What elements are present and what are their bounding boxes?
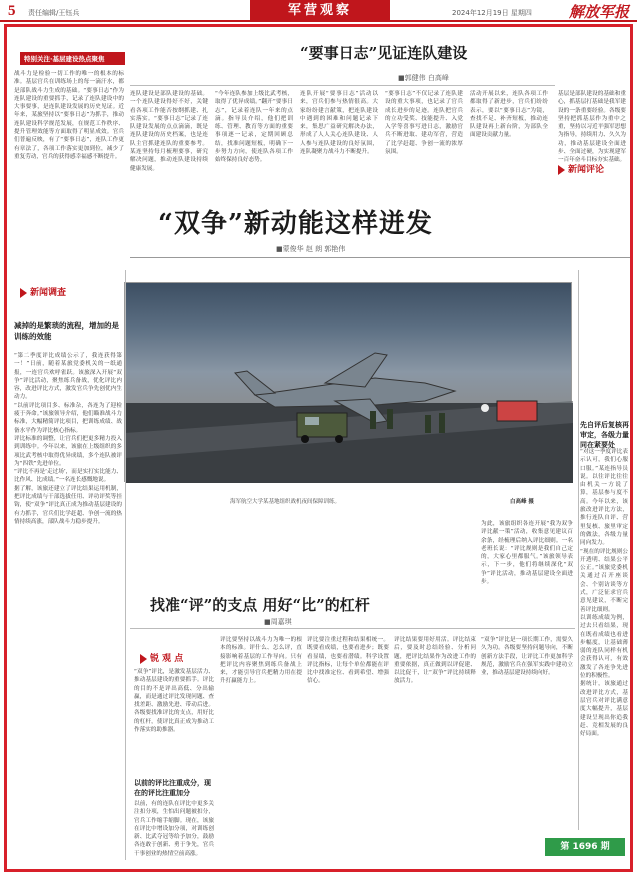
feature-body: 战斗力是检验一切工作的唯一的根本的标准。基层官兵在训练场上的每一滴汗水，都是部队战斗力生成的基础。“要事日志”作为连队建设的重要抓手，记录了连队建设中的大事要事，是连队建设发展的历史见证。近年来，某旅坚持以“要事日志”为抓手，推动连队建设科学规范发展，在规范工作秩序、提升管理效能等方面取得了明显成效。官兵们普遍反映，有了“要事日志”，连队工作更有章法了，各项工作落实更加到位，减少了重复劳动，官兵的获得感幸福感不断提升。 bbox=[14, 71, 124, 160]
opinion-label: 锐 观 点 bbox=[150, 654, 184, 664]
news-investigation-label: 新闻调查 bbox=[30, 288, 67, 298]
news-comment-label: 新闻评论 bbox=[568, 165, 605, 175]
issue-date: 2024年12月19日 星期四 bbox=[452, 9, 532, 17]
rizhi-col1: 连队建设是部队建设的基础。一个连队建设得好不好，关键看各项工作能否按纲抓建、扎实落实。“要事日志”记录了连队建设发展的点点滴滴，既是连队建设的历史档案，也是连队主官抓建连队的重要参考。某连坚持每月梳理要事，研究解决问题，推动连队建设持续健康发展。 bbox=[130, 91, 208, 172]
page-number: 5 bbox=[8, 3, 16, 19]
right-body: “对这一季度评比表示认可，我们心服口服。”某连指导员说。以往评比往往由机关一方说了算，基层参与度不高。今年以来，该旅改进评比方法，推行连队自评、营里复核、旅里审定的做法，各级力量同向发力。 “现在的评比规则公开透明、结果公平公正。”该旅党委机关通过召开座谈会、个别访谈等方式，广泛征求官兵意见建议，不断完善评比细则。 以训练成绩为例，过去只看结果，现在既看成绩也看进步幅度，让基础薄弱的连队同样有机会获得认可，有效激发了各连争先进位的积极性。 据统计，该旅通过改进评比方式，基层官兵对评比满意度大幅提升，基层建设呈现出你追我赶、竞相发展的良好局面。 bbox=[580, 449, 628, 738]
column-divider-left bbox=[125, 270, 126, 860]
opinion-quote: “双争”评比，是激发基层活力、推动基层建设的重要抓手。评比的目的不是评出高低、分出输赢，而是通过评比发现问题、查找差距、激励先进、带动后进。各级要找准评比的支点，用好比的杠杆，使评比真正成为推动工作落实的助推器。 bbox=[134, 669, 214, 734]
comment-body: 基层是部队建设的基础和重心，抓基层打基础是我军建设的一条重要经验。各级要坚持把抓基层作为重中之重，坚持以习近平强军思想为指导，持续用力、久久为功，推动基层建设全面进步、全面过硬，为实现建军一百年奋斗目标夯实基础。 bbox=[558, 91, 626, 164]
rizhi-col4: “要事日志”不仅记录了连队建设的重大事项，也记录了官兵成长进步的足迹。连队把官兵的立功受奖、技能提升、入党入学等喜事写进日志，激励官兵不断进取、建功军营，营造了比学赶超、争创一流的浓厚氛围。 bbox=[385, 91, 463, 156]
photo-side-text: 为此，该旅组织各连开展“我为双争评比献一策”活动，收集意见建议百余条，经梳理后纳入评比细则。一名老班长说：“评比规则是我们自己定的，大家心里都服气。”该旅领导表示，下一步，他们将继续深化“双争”评比活动，推动基层建设全面进步。 bbox=[481, 521, 573, 586]
subhead-body: 以前，有的连队在评比中更多关注扣分项，生怕出问题被扣分，官兵工作缩手缩脚。现在，该旅在评比中增设加分项，对训练创新、比武夺冠等给予加分，鼓励各连敢于创新、勇于争先，官兵干事创业的热情空前高涨。 bbox=[134, 801, 214, 857]
bottom-rule bbox=[130, 628, 575, 629]
rizhi-byline: ■郭健伟 白高峰 bbox=[398, 74, 449, 82]
photo-credit: 白高峰 摄 bbox=[510, 499, 534, 505]
bottom-col3: 评比要注重过程和结果相统一。既要看成绩，也要看进步；既要看显绩，也要看潜绩。科学设置评比指标，让每个单位都能在评比中找准定位、看到希望、增强信心。 bbox=[307, 637, 389, 685]
main-rule bbox=[130, 257, 630, 258]
bottom-col4: 评比结果要用好用活。评比结束后，要及时总结经验、分析问题，把评比结果作为改进工作的重要依据，真正做到以评促建、以比促干，让“双争”评比持续释放活力。 bbox=[394, 637, 476, 685]
photo-caption: 海军航空大学某基地组织战机夜间保障训练。 bbox=[230, 499, 341, 505]
rizhi-headline: “要事日志”见证连队建设 bbox=[300, 44, 468, 62]
bottom-subhead: 以前的评比注重成分，现在的评比注重加分 bbox=[134, 779, 211, 797]
main-photo bbox=[124, 282, 572, 482]
main-headline: “双争”新动能这样迸发 bbox=[158, 209, 433, 239]
rizhi-col3: 连队开展“要事日志”活动以来，官兵们参与热情很高。大家纷纷建言献策，把连队建设中遇到的困难和问题记录下来，集思广益研究解决办法，形成了人人关心连队建设、人人参与连队建设的良好氛围，连队凝聚力战斗力不断提升。 bbox=[300, 91, 378, 156]
investigation-heading: 减掉的是繁琐的流程，增加的是训练的效能 bbox=[14, 321, 119, 341]
issue-number-badge: 第 1696 期 bbox=[545, 838, 625, 856]
rizhi-rule bbox=[130, 85, 555, 86]
opinion-tag bbox=[140, 651, 183, 664]
rizhi-col5: 活动开展以来，连队各项工作都取得了新进步，官兵们纷纷表示，要以“要事日志”为镜，查找不足、补齐短板，推动连队建设再上新台阶，为部队全面建设贡献力量。 bbox=[470, 91, 548, 139]
investigation-body: “第二季度评比成绩公示了，我连获得第一！”日前，随着某旅党委机关的一纸通报，一连官兵欢呼雀跃。该旅深入开展“双争”评比活动，聚焦练兵备战，优化评比内容，改进评比方式，激发官兵争先创优内生动力。 “以前评比项目多、标准杂，各连为了迎检疲于奔命。”该旅领导介绍，他们瞄准战斗力标准，大幅精简评比项目，把训练成绩、战备水平作为评比核心指标。 评比标准的调整，让官兵们把更多精力投入到训练中。今年以来，该旅在上级组织的多项比武考核中取得优异成绩，多个连队被评为“四铁”先进单位。 “评比不再是‘走过场’，而是实打实比能力、比作风、比成绩。”一名连长感慨地说。 据了解，该旅还建立了评比结果运用机制，把评比成绩与干部选拔任用、评功评奖等挂钩，使“双争”评比真正成为推动基层建设的有力抓手，官兵们比学赶超、争创一流的热情持续高涨，部队战斗力稳步提升。 bbox=[14, 353, 122, 525]
editor-credit: 责任编辑/王钰兵 bbox=[28, 9, 80, 17]
newspaper-logo: 解放军报 bbox=[568, 3, 629, 21]
bottom-headline: 找准“评”的支点 用好“比”的杠杆 bbox=[150, 596, 370, 614]
main-byline: ■蒙俊华 赵 朗 郭艳伟 bbox=[276, 245, 346, 253]
masthead bbox=[0, 0, 637, 22]
news-investigation-tag bbox=[20, 285, 66, 298]
feature-banner-label: 特别关注·基层建设热点聚焦 bbox=[24, 55, 105, 63]
bottom-byline: ■周嘉琪 bbox=[264, 618, 292, 626]
column-title: 军营观察 bbox=[250, 0, 390, 22]
fighter-jet-photo-illustration bbox=[125, 283, 573, 483]
bottom-col2: 评比要坚持以战斗力为唯一的根本的标准。评什么、怎么评，直接影响着基层的工作导向。只有把评比内容聚焦到练兵备战上来，才能引导官兵把精力用在提升打赢能力上。 bbox=[220, 637, 302, 685]
column-divider-right bbox=[578, 270, 579, 830]
bottom-col5: “双争”评比是一项长期工作，需要久久为功。各级要坚持问题导向，不断创新方法手段，让评比工作更加科学规范，激励官兵在强军实践中建功立业，推动基层建设持续向好。 bbox=[481, 637, 573, 677]
rizhi-col2: “今年连队参加上级比武考核，取得了优异成绩。”翻开“要事日志”，记录着连队一年来的点滴。指导员介绍，他们把训练、管理、教育等方面的重要事项逐一记录，定期回顾总结，找准问题短板，明确下一步努力方向，使连队各项工作始终保持良好态势。 bbox=[215, 91, 293, 164]
right-subtitle: 先自评后复核再审定，各级力量同在紧要处 bbox=[580, 421, 629, 449]
